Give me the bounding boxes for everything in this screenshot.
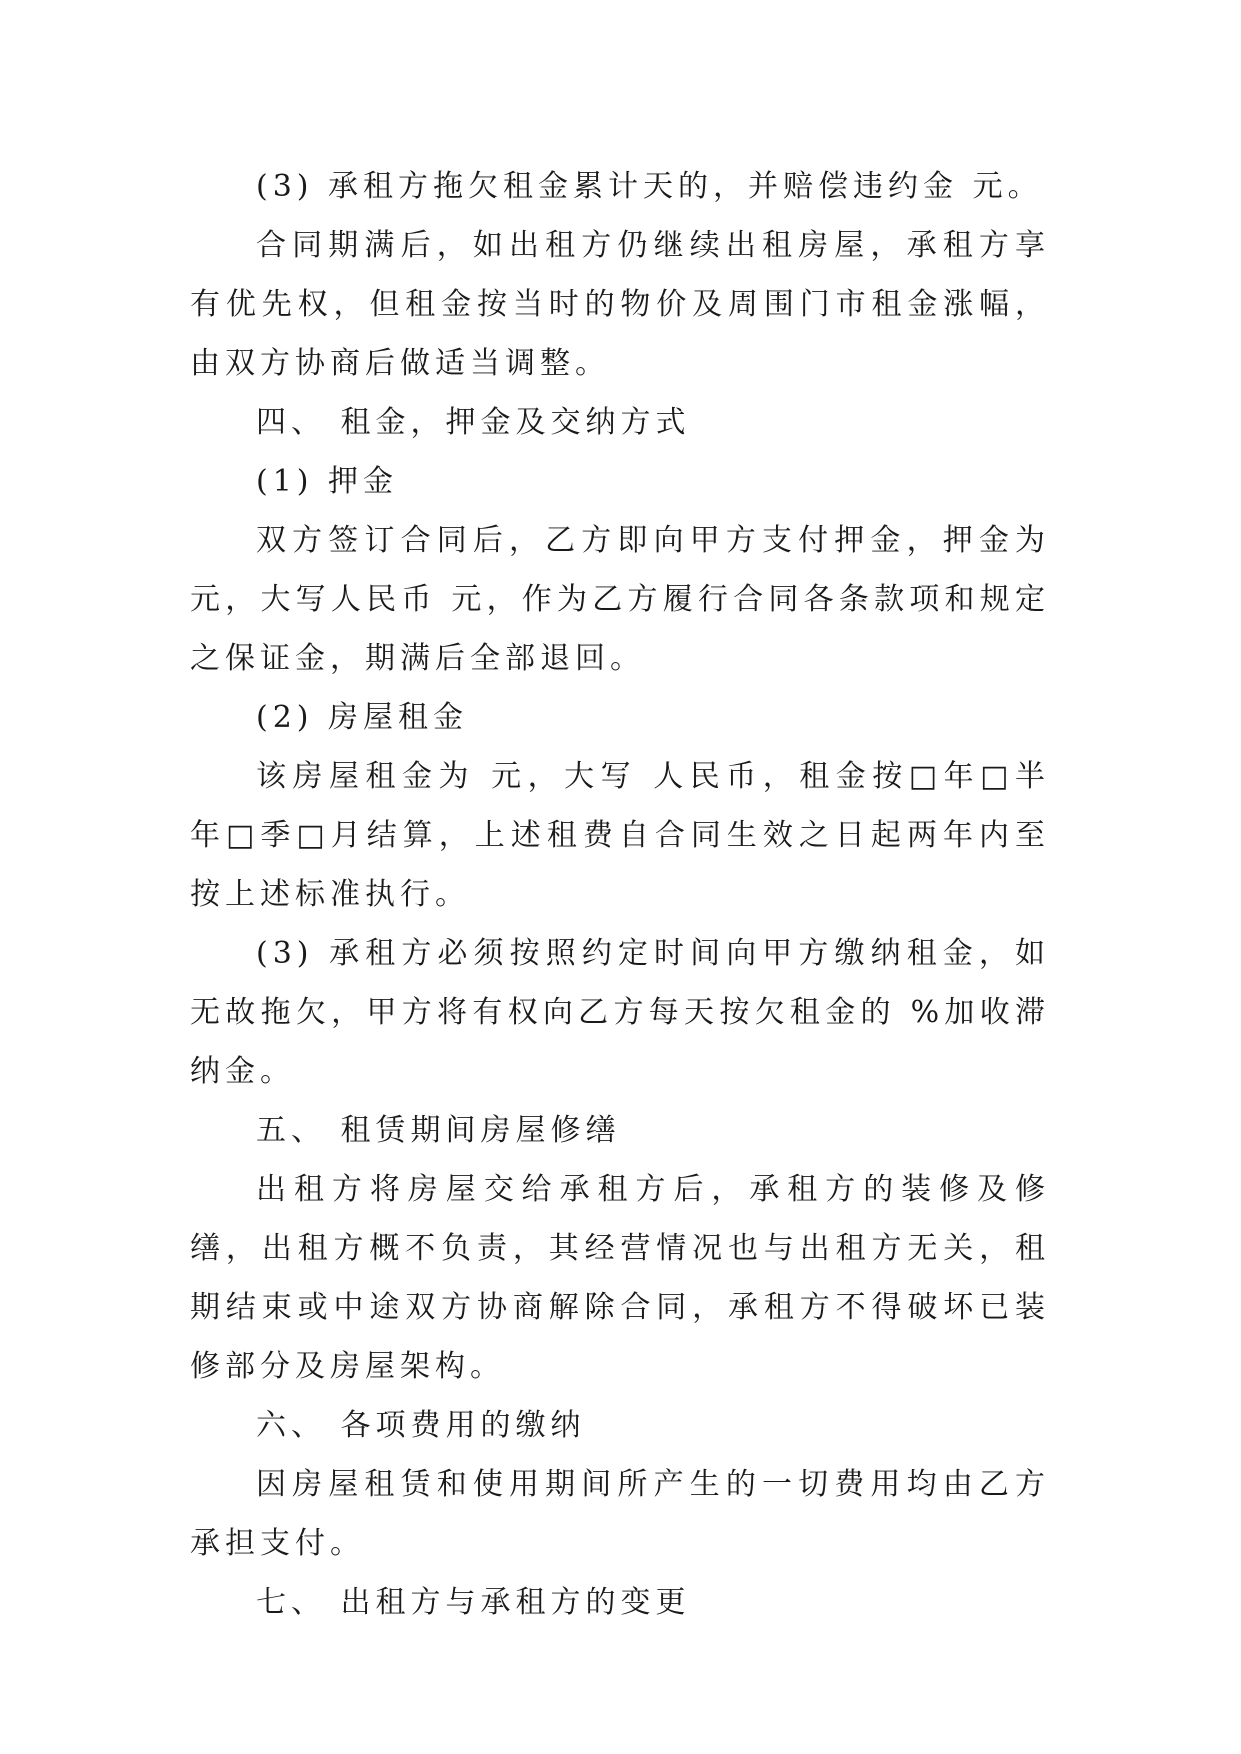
section-heading-fees: 六、 各项费用的缴纳 [256, 1408, 586, 1443]
section-heading-party-changes: 七、 出租方与承租方的变更 [256, 1585, 691, 1620]
paragraph-late-fee: (3) 承租方必须按照约定时间向甲方缴纳租金，如无故拖欠，甲方将有权向乙方每天按欠租金的 %加收滞纳金。 [190, 936, 1050, 1089]
subheading-deposit: (1) 押金 [256, 464, 399, 499]
paragraph-rent-settlement: 该房屋租金为 元，大写 人民币，租金按□年□半年□季□月结算，上述租费自合同生效之日起两年内至按上述标准执行。 [190, 759, 1050, 912]
paragraph-repairs-terms: 出租方将房屋交给承租方后，承租方的装修及修缮，出租方概不负责，其经营情况也与出租方无关，租期结束或中途双方协商解除合同，承租方不得破坏已装修部分及房屋架构。 [190, 1172, 1050, 1384]
paragraph-renewal-priority: 合同期满后，如出租方仍继续出租房屋，承租方享有优先权，但租金按当时的物价及周围门市租金涨幅，由双方协商后做适当调整。 [190, 228, 1050, 381]
paragraph-late-rent-penalty: (3) 承租方拖欠租金累计天的，并赔偿违约金 元。 [256, 169, 1043, 204]
section-heading-repairs: 五、 租赁期间房屋修缮 [256, 1113, 621, 1148]
paragraph-deposit-terms: 双方签订合同后，乙方即向甲方支付押金，押金为 元，大写人民币 元，作为乙方履行合同各条款项和规定之保证金，期满后全部退回。 [190, 523, 1065, 676]
subheading-house-rent: (2) 房屋租金 [256, 700, 469, 735]
paragraph-fees-terms: 因房屋租赁和使用期间所产生的一切费用均由乙方承担支付。 [190, 1467, 1050, 1561]
section-heading-rent-deposit: 四、 租金，押金及交纳方式 [256, 405, 691, 440]
document-body [190, 157, 1065, 1632]
